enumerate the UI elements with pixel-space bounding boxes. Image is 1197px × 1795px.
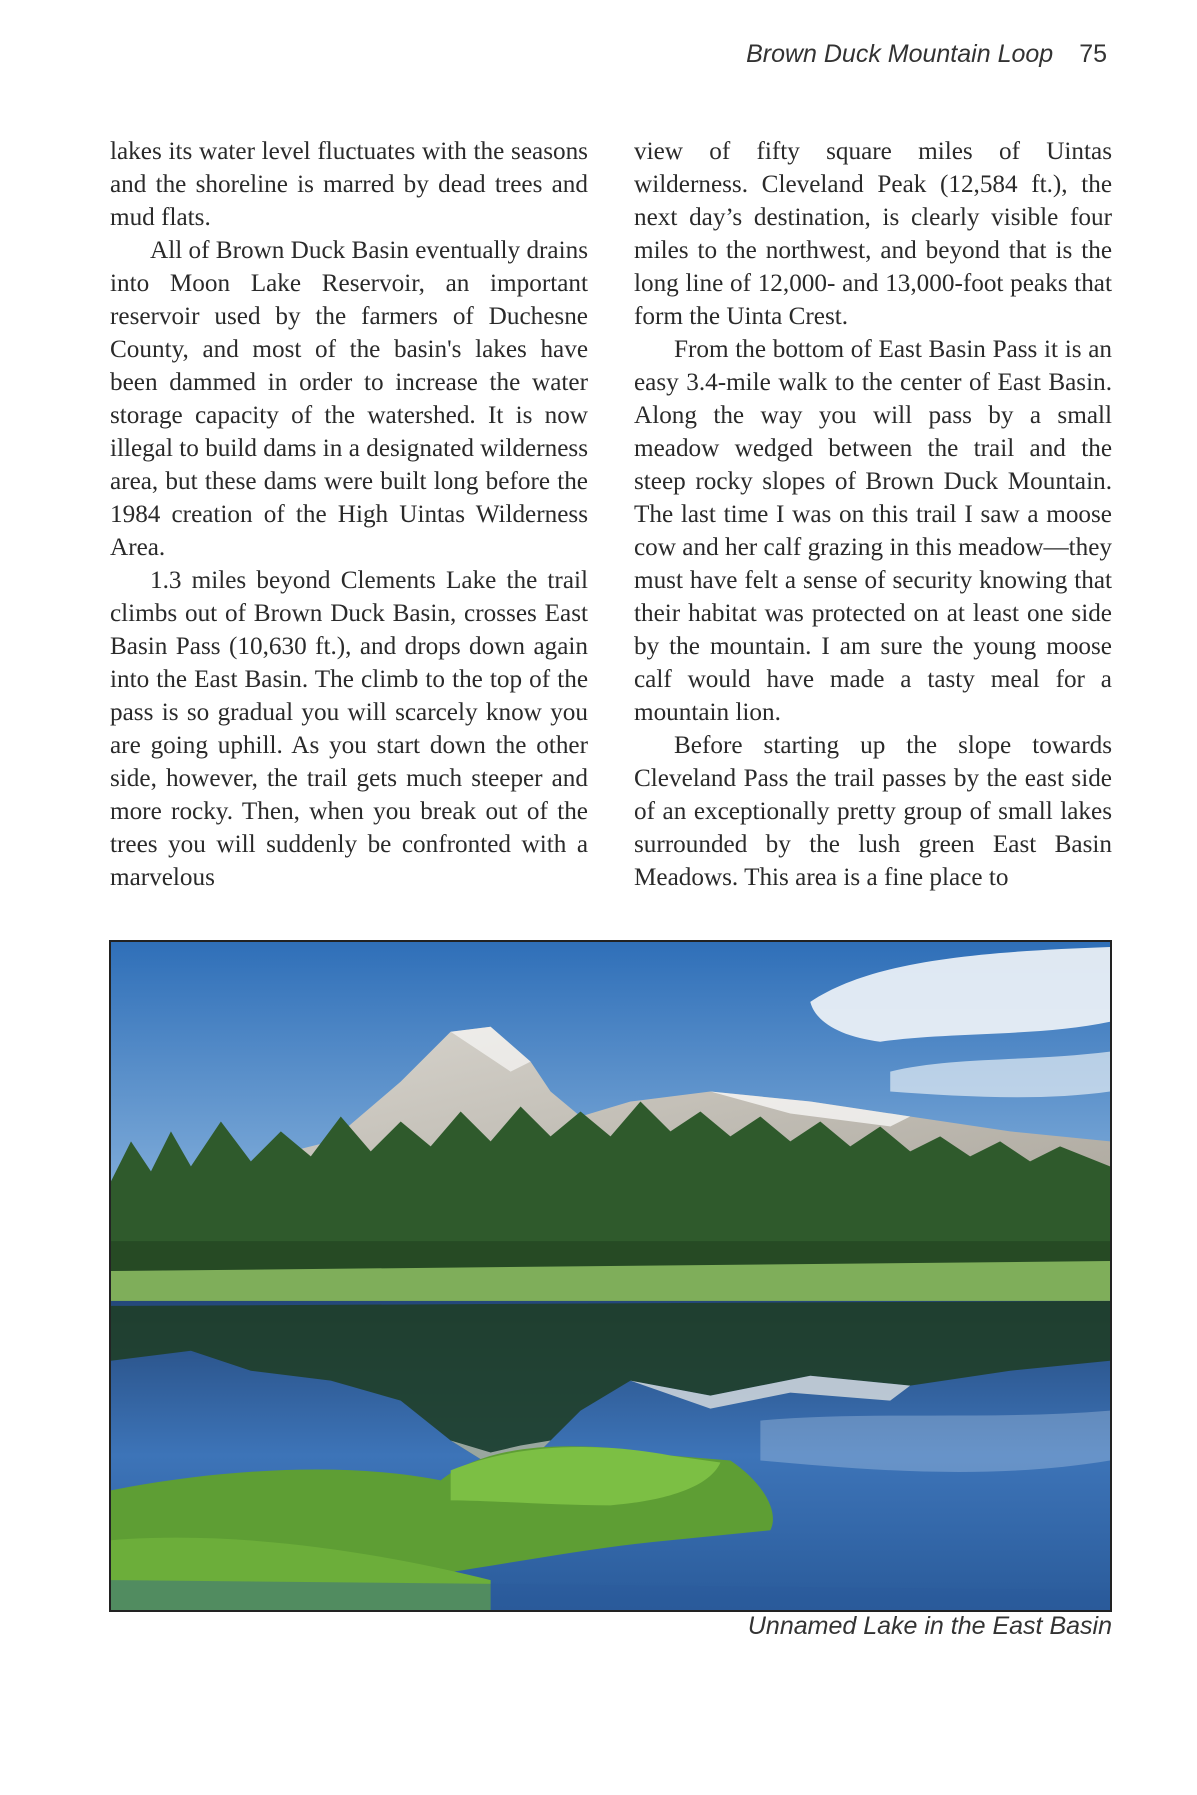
- paragraph: view of fifty square miles of Uintas wilderness. Cleveland Peak (12,584 ft.), the next day’s destination, is clearly visible four miles to the northwest, and beyond that is the long line of 12,000- and 13,000-foot peaks that form the Uinta Crest.: [634, 138, 1112, 330]
- paragraph: Before starting up the slope towards Cleveland Pass the trail passes by the east side of an exceptionally pretty group of small lakes surrounded by the lush green East Basin Meadows. This area is a fine place to: [634, 732, 1112, 891]
- photo-caption: Unnamed Lake in the East Basin: [747, 1612, 1112, 1640]
- paragraph: All of Brown Duck Basin eventually drains into Moon Lake Reservoir, an important reservoir used by the farmers of Duchesne County, and most of the basin's lakes have been dammed in order to increase the water storage capacity of the watershed. It is now illegal to build dams in a designated wilderness area, but these dams were built long before the 1984 creation of the High Uintas Wilderness Area.: [110, 237, 588, 561]
- running-title: Brown Duck Mountain Loop: [746, 40, 1054, 68]
- lake-photo: [109, 940, 1112, 1612]
- paragraph: From the bottom of East Basin Pass it is an easy 3.4-mile walk to the center of East Basin. Along the way you will pass by a small meadow wedged between the trail and the steep rocky slopes of Brown Duck Mountain. The last time I was on this trail I saw a moose cow and her calf grazing in this meadow—they must have felt a sense of security knowing that their habitat was protected on at least one side by the mountain. I am sure the young moose calf would have made a tasty meal for a mountain lion.: [634, 336, 1112, 726]
- page-number: 75: [1079, 40, 1107, 68]
- right-text-column: [634, 135, 1112, 894]
- paragraph: 1.3 miles beyond Clements Lake the trail climbs out of Brown Duck Basin, crosses East Basin Pass (10,630 ft.), and drops down again into the East Basin. The climb to the top of the pass is so gradual you will scarcely know you are going uphill. As you start down the other side, however, the trail gets much steeper and more rocky. Then, when you break out of the trees you will suddenly be confronted with a marvelous: [110, 567, 588, 891]
- running-head: [746, 40, 1107, 69]
- left-text-column: [110, 135, 588, 894]
- paragraph: lakes its water level fluctuates with the seasons and the shoreline is marred by dead trees and mud flats.: [110, 138, 588, 231]
- lake-landscape-image: [111, 942, 1110, 1610]
